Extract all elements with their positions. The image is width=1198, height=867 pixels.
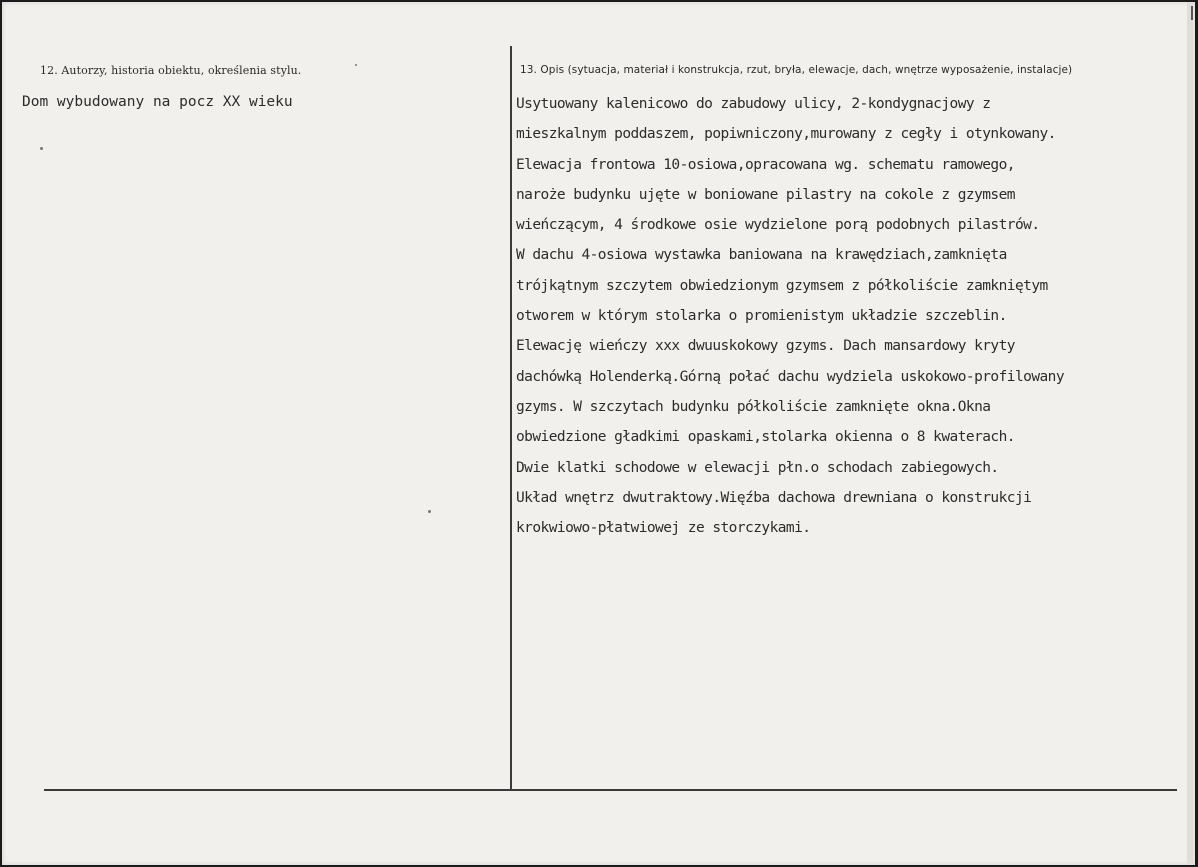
description-line: naroże budynku ujęte w boniowane pilastry na cokole z gzymsem bbox=[516, 186, 1015, 203]
description-line: Usytuowany kalenicowo do zabudowy ulicy, 2-kondygnacjowy z bbox=[516, 96, 991, 112]
description-line: obwiedzione gładkimi opaskami,stolarka okienna o 8 kwaterach. bbox=[516, 429, 1015, 446]
history-text: Dom wybudowany na pocz XX wieku bbox=[22, 94, 293, 110]
description-line: gzyms. W szczytach budynku półkoliście zamknięte okna.Okna bbox=[516, 398, 991, 415]
corner-mark bbox=[1191, 6, 1193, 20]
column-divider bbox=[510, 46, 512, 791]
description-line: dachówką Holenderką.Górną połać dachu wydziela uskokowo-profilowany bbox=[516, 368, 1065, 385]
paper-speck bbox=[40, 147, 43, 150]
description-text bbox=[516, 93, 1196, 547]
paper-speck bbox=[355, 64, 357, 66]
section-13-heading: 13. Opis (sytuacja, materiał i konstrukcja, rzut, bryła, elewacje, dach, wnętrze wyposażenie, instalacje) bbox=[520, 64, 1073, 76]
description-line: krokwiowo-płatwiowej ze storczykami. bbox=[516, 520, 811, 537]
paper-speck bbox=[428, 510, 431, 513]
bottom-rule bbox=[44, 789, 1177, 791]
description-line: mieszkalnym poddaszem, popiwniczony,murowany z cegły i otynkowany. bbox=[516, 126, 1056, 143]
description-line: W dachu 4-osiowa wystawka baniowana na krawędziach,zamknięta bbox=[516, 247, 1007, 264]
section-12-heading: 12. Autorzy, historia obiektu, określenia stylu. bbox=[40, 64, 302, 77]
description-line: wieńczącym, 4 środkowe osie wydzielone porą podobnych pilastrów. bbox=[516, 217, 1040, 234]
description-line: Układ wnętrz dwutraktowy.Więźba dachowa drewniana o konstrukcji bbox=[516, 489, 1032, 506]
document-card bbox=[2, 2, 1195, 865]
description-line: trójkątnym szczytem obwiedzionym gzymsem z półkoliście zamkniętym bbox=[516, 277, 1048, 294]
description-line: otworem w którym stolarka o promienistym układzie szczeblin. bbox=[516, 308, 1007, 325]
description-line: Elewacja frontowa 10-osiowa,opracowana wg. schematu ramowego, bbox=[516, 156, 1015, 173]
description-line: Dwie klatki schodowe w elewacji płn.o schodach zabiegowych. bbox=[516, 459, 999, 476]
description-line: Elewację wieńczy xxx dwuuskokowy gzyms. Dach mansardowy kryty bbox=[516, 338, 1015, 355]
